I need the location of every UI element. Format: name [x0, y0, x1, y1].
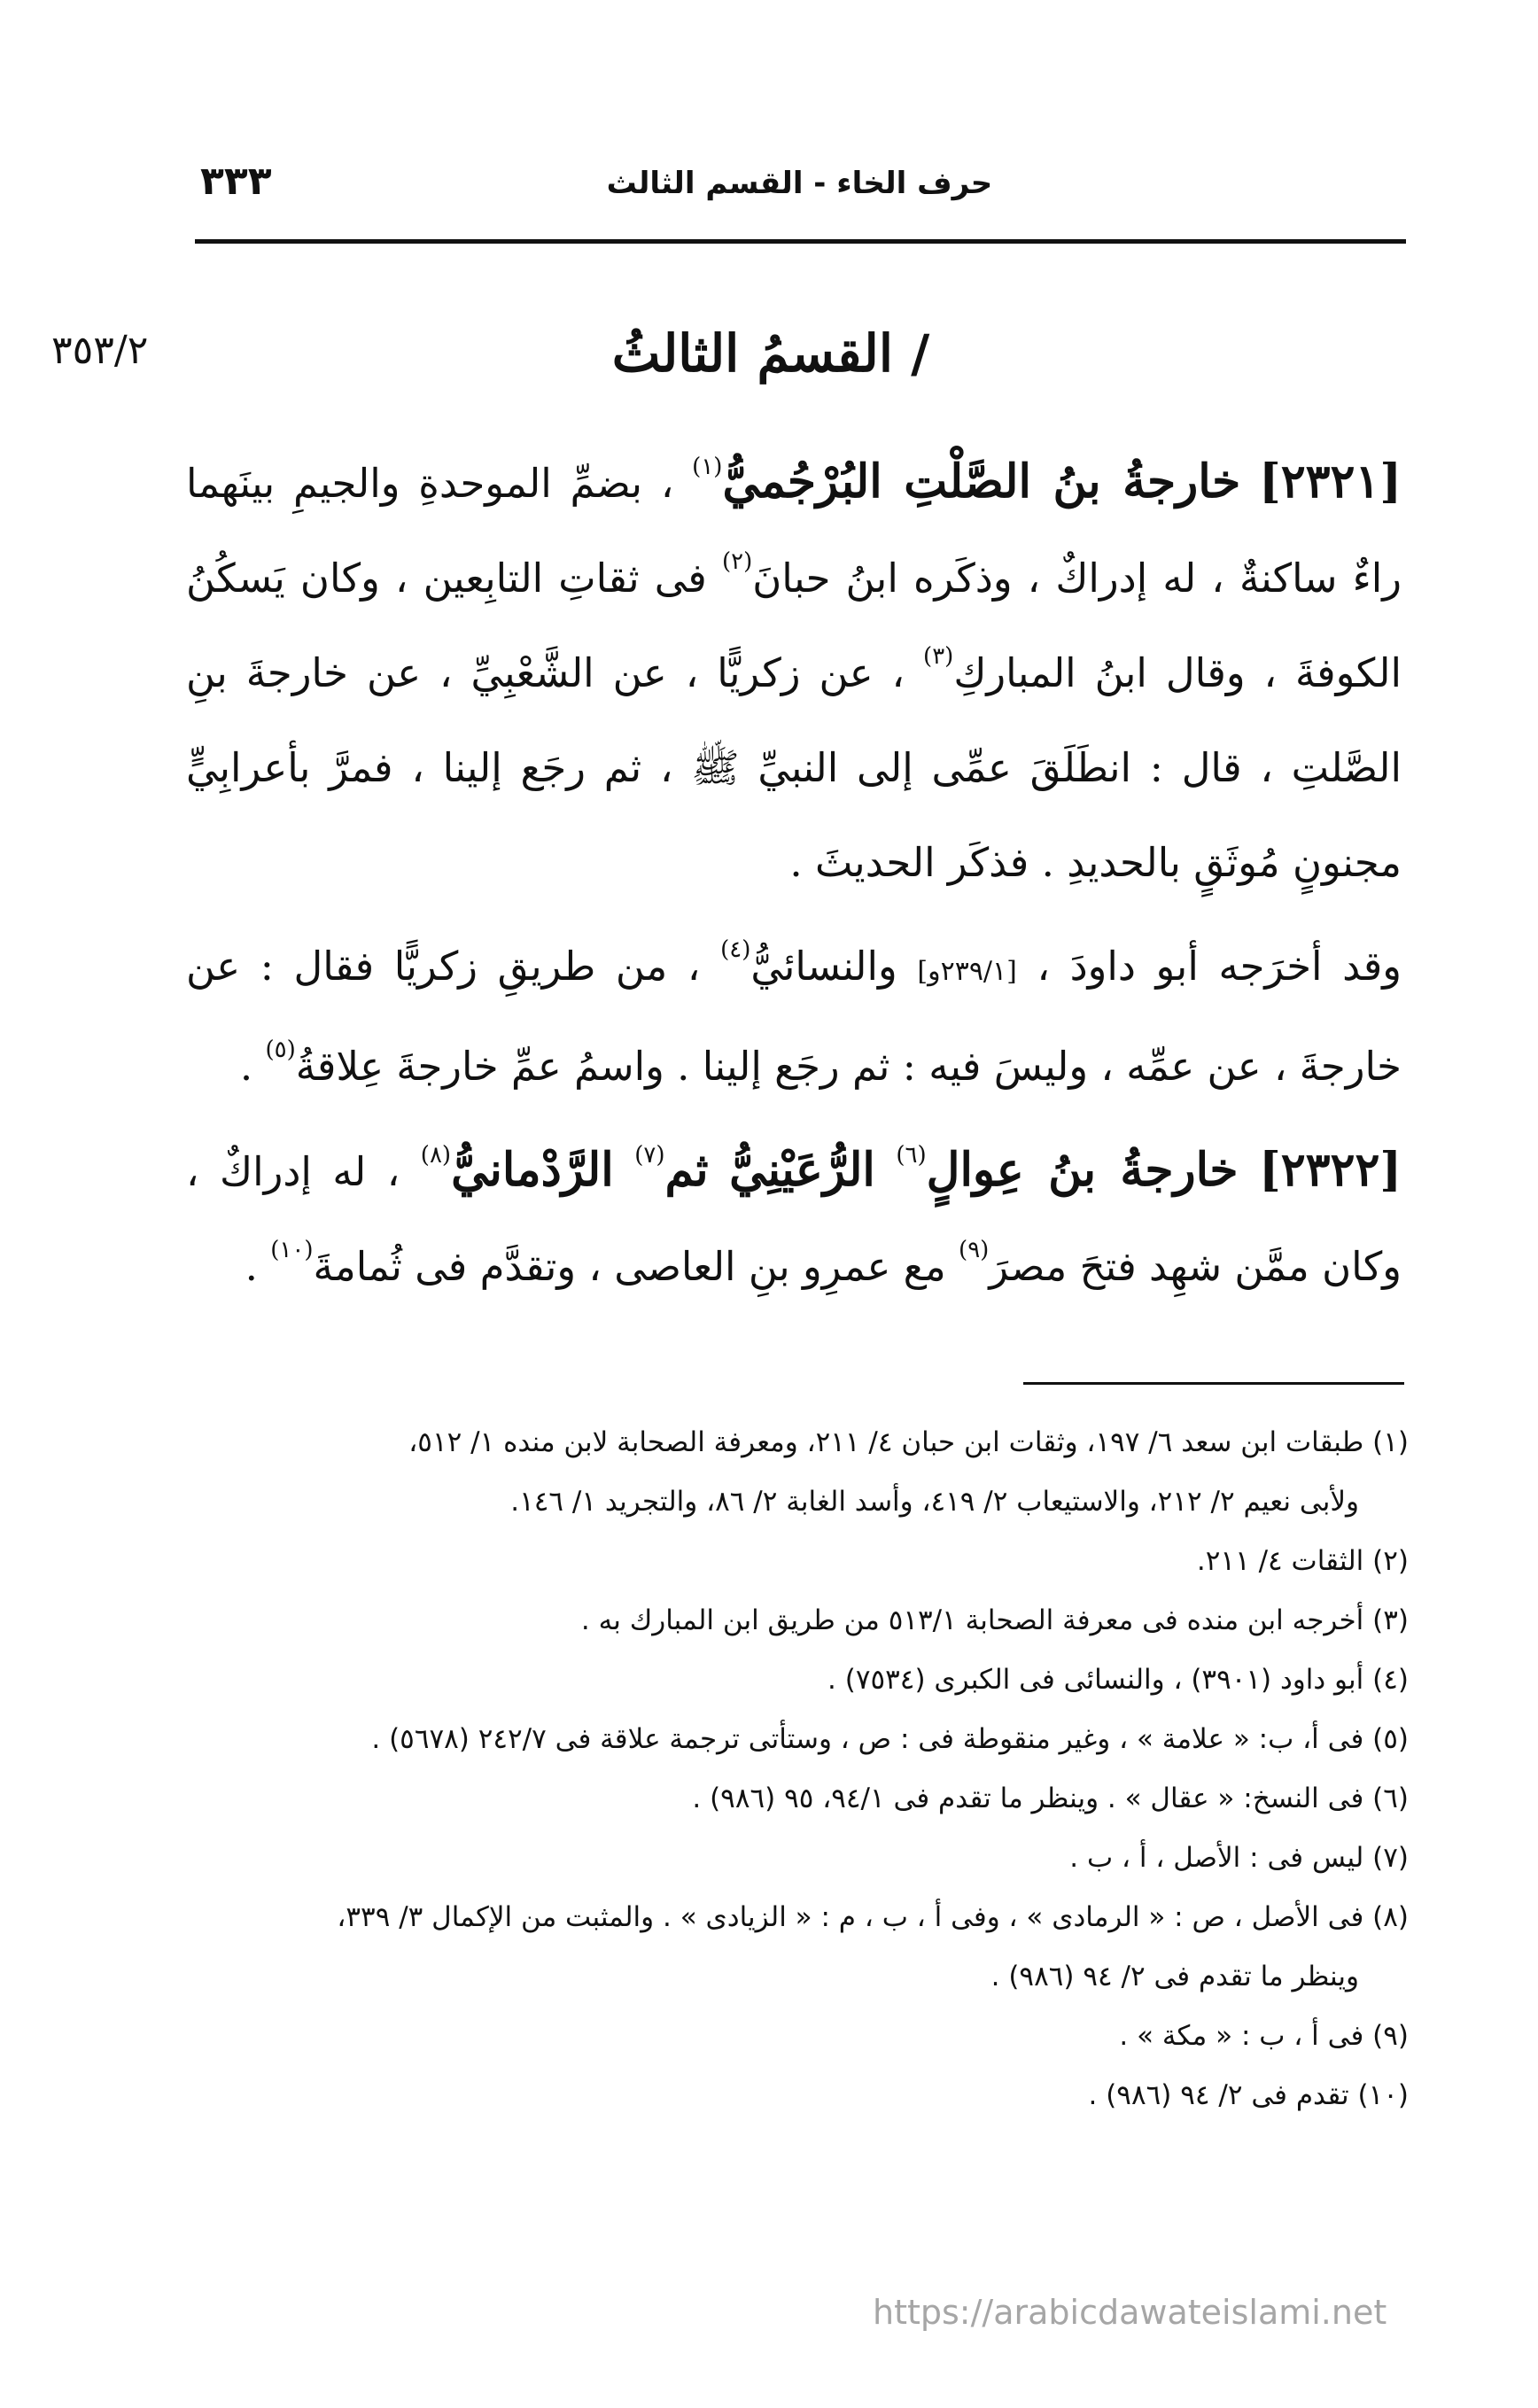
entry-name: الرَّدْمانيُّ — [451, 1143, 614, 1197]
footnote-8-continued: وينظر ما تقدم فى ٢/ ٩٤ (٩٨٦) . — [990, 1961, 1359, 1992]
footnote-ref: (٦) — [896, 1142, 927, 1169]
footnote-2: (٢) الثقات ٤/ ٢١١. — [1196, 1545, 1409, 1577]
footnote-ref: (١) — [692, 454, 723, 480]
footnote-ref: (٨) — [420, 1142, 452, 1169]
entry-text: والنسائيُّ — [750, 943, 897, 990]
footnote-3: (٣) أخرجه ابن منده فى معرفة الصحابة ٥١٣/١ من طريق ابن المبارك به . — [580, 1604, 1409, 1636]
footnote-ref: (٩) — [959, 1237, 990, 1263]
entry-text: مع عمرِو بنِ العاصى ، وتقدَّم فى ثُمامةَ — [313, 1243, 946, 1290]
entry-name: الرُّعَيْنِيُّ — [729, 1143, 875, 1197]
footnote-ref: (٣) — [923, 643, 954, 670]
footnote-ref: (١٠) — [270, 1237, 314, 1263]
section-title: / القسمُ الثالثُ — [611, 323, 930, 384]
header-rule — [195, 239, 1406, 244]
page-number: ٣٣٣ — [200, 159, 272, 204]
entry-text: . — [239, 1043, 253, 1090]
manuscript-ref: [٢٣٩/١و] — [917, 956, 1017, 987]
entry-text: ، من طريقِ زكريًّا فقال : عن خارجةَ ، عن عمِّه ، وليسَ فيه : ثم رجَع إلينا . واسمُ عمِّ خارجةَ عِلاقةُ — [186, 943, 1402, 1090]
entry-text: . — [245, 1243, 258, 1290]
entry-text: فى ثقاتِ التابِعين ، وكان يَسكُنُ الكوفةَ ، وقال ابنُ المباركِ — [186, 555, 1402, 696]
entry-2321-paragraph-2 — [186, 919, 1402, 1114]
entry-number: [٢٣٢٢] — [1259, 1143, 1402, 1197]
footnote-8: (٨) فى الأصل ، ص : « الرمادى » ، وفى أ ، ب ، م : « الزيادى » . والمثبت من الإكمال ٣/ ٣٣٩، — [337, 1901, 1409, 1933]
entry-number: [٢٣٢١] — [1259, 454, 1402, 509]
entry-text: وقد أخرَجه أبو داودَ ، — [1037, 943, 1402, 990]
entry-text: ، له إدراكٌ ، وكان ممَّن شهِد فتحَ مصرَ — [186, 1148, 1402, 1290]
page-header — [195, 155, 1404, 224]
watermark-url: https://arabicdawateislami.net — [873, 2293, 1387, 2332]
running-title: حرف الخاء - القسم الثالث — [606, 166, 993, 201]
footnote-1: (١) طبقات ابن سعد ٦/ ١٩٧، وثقات ابن حبان ٤/ ٢١١، ومعرفة الصحابة لابن منده ١/ ٥١٢، — [408, 1426, 1409, 1458]
footnote-10: (١٠) تقدم فى ٢/ ٩٤ (٩٨٦) . — [1088, 2079, 1409, 2111]
footnote-1-continued: ولأبى نعيم ٢/ ٢١٢، والاستيعاب ٢/ ٤١٩، وأسد الغابة ٢/ ٨٦، والتجريد ١/ ١٤٦. — [510, 1486, 1359, 1518]
footnote-ref: (٧) — [634, 1142, 665, 1169]
entry-name-joiner: ثم — [664, 1143, 709, 1197]
footnote-5: (٥) فى أ، ب: « علامة » ، وغير منقوطة فى : ص ، وستأتى ترجمة علاقة فى ٢٤٢/٧ (٥٦٧٨) . — [371, 1723, 1409, 1755]
footnote-ref: (٥) — [265, 1037, 296, 1063]
main-text — [186, 434, 1402, 1314]
entry-2321 — [186, 434, 1402, 910]
entry-text: ، بضمِّ الموحدةِ والجيمِ بينَهما راءٌ ساكنةٌ ، له إدراكٌ ، وذكَره ابنُ حبانَ — [186, 460, 1402, 602]
footnote-9: (٩) فى أ ، ب : « مكة » . — [1119, 2020, 1409, 2052]
entry-name: خارجةُ بنُ عِوالٍ — [926, 1143, 1239, 1197]
entry-text: ، عن زكريًّا ، عن الشَّعْبِيِّ ، عن خارجةَ بنِ الصَّلتِ ، قال : انطَلَقَ عمِّى إلى النبيِّ ﷺ ، ثم رجَع إلينا ، فمرَّ بأعرابِيٍّ مجنونٍ مُوثَقٍ بالحديدِ . فذكَر الحديثَ . — [186, 649, 1402, 886]
entry-2322 — [186, 1122, 1402, 1314]
footnotes — [190, 1413, 1409, 2125]
footnote-6: (٦) فى النسخ: « عقال » . وينظر ما تقدم فى ٩٤/١، ٩٥ (٩٨٦) . — [692, 1783, 1409, 1814]
footnote-ref: (٢) — [721, 548, 753, 575]
footnote-rule — [1023, 1382, 1404, 1385]
entry-name: خارجةُ بنُ الصَّلْتِ البُرْجُميُّ — [722, 454, 1241, 509]
footnote-ref: (٤) — [720, 936, 751, 963]
footnote-7: (٧) ليس فى : الأصل ، أ ، ب . — [1069, 1842, 1409, 1874]
volume-reference: ٣٥٣/٢ — [51, 328, 149, 373]
footnote-4: (٤) أبو داود (٣٩٠١) ، والنسائى فى الكبرى (٧٥٣٤) . — [827, 1664, 1409, 1696]
